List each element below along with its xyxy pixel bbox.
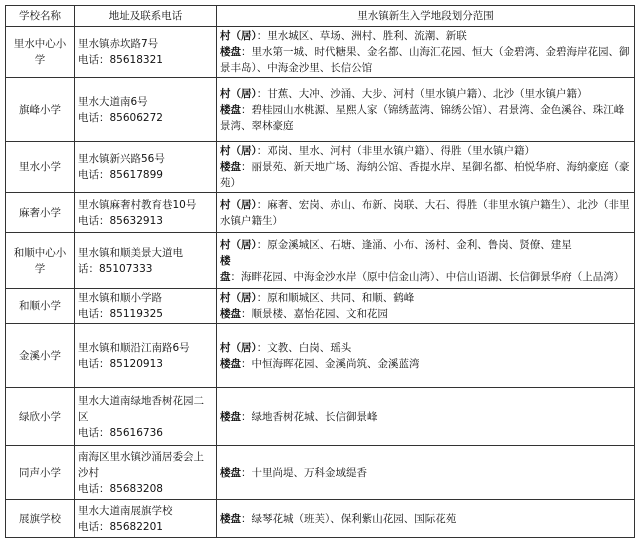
address-text: 里水镇麻奢村教育巷10号 — [78, 198, 197, 211]
school-name: 同声小学 — [19, 466, 61, 479]
address-phone-cell — [75, 142, 217, 193]
school-name: 旗峰小学 — [19, 103, 61, 116]
header-address-phone: 地址及联系电话 — [75, 6, 217, 27]
school-name-cell — [6, 233, 75, 289]
zone-range-cell — [217, 27, 635, 78]
zone-range-cell — [217, 500, 635, 538]
estate-line — [220, 306, 631, 322]
phone-number: 85617899 — [109, 169, 163, 181]
table-row — [6, 446, 635, 500]
phone-line — [78, 519, 213, 535]
village-label: 村（居） — [220, 292, 257, 304]
zone-range-cell — [217, 142, 635, 193]
phone-label: 电话： — [78, 54, 110, 66]
phone-label: 电话： — [78, 357, 110, 370]
phone-line — [78, 261, 213, 277]
school-name: 和顺小学 — [19, 300, 61, 312]
address-text: 里水镇和顺美景大道电 — [78, 246, 183, 259]
village-label: 村（居） — [220, 198, 257, 211]
zone-range-cell — [217, 388, 635, 446]
village-line — [220, 290, 631, 306]
village-label: 村（居） — [220, 30, 257, 42]
estate-label: 楼盘 — [220, 512, 241, 525]
address-text: 南海区里水镇沙涌居委会上沙村 — [78, 450, 204, 479]
estate-label: 楼盘 — [220, 161, 241, 173]
village-list: ：原和顺城区、共同、和顺、鹤峰 — [256, 292, 415, 304]
table-row — [6, 193, 635, 233]
village-line — [220, 340, 631, 356]
estate-list: ：丽景苑、新天地广场、海纳公馆、香提水岸、星御名都、柏悦华府、海纳豪庭（豪苑） — [220, 161, 630, 189]
address-phone-cell — [75, 388, 217, 446]
village-line — [220, 197, 631, 229]
school-name-cell — [6, 324, 75, 388]
estate-label: 楼盘 — [220, 466, 241, 479]
table-row — [6, 388, 635, 446]
school-name: 展旗学校 — [19, 512, 61, 525]
village-list: ：文教、白岗、瑶头 — [256, 341, 352, 354]
phone-line — [78, 213, 213, 229]
address-phone-cell — [75, 27, 217, 78]
estate-line — [220, 102, 631, 134]
phone-number: 85606272 — [109, 111, 163, 124]
estate-label: 楼盘 — [220, 254, 231, 283]
village-list: ：邓岗、里水、河村（非里水镇户籍）、得胜（里水镇户籍） — [256, 145, 535, 157]
table-row — [6, 27, 635, 78]
address-phone-cell — [75, 446, 217, 500]
village-line — [220, 237, 631, 253]
village-label: 村（居） — [220, 238, 257, 251]
school-name-cell — [6, 388, 75, 446]
village-line — [220, 86, 631, 102]
header-zone-range: 里水镇新生入学地段划分范围 — [217, 6, 635, 27]
school-name-cell — [6, 446, 75, 500]
address-text: 里水镇和顺小学路 — [78, 292, 162, 304]
table-row — [6, 324, 635, 388]
table-row — [6, 500, 635, 538]
phone-number: 85119325 — [109, 308, 163, 320]
village-label: 村（居） — [220, 341, 257, 354]
estate-list: ：十里尚堤、万科金域缇香 — [241, 466, 367, 479]
phone-line — [78, 425, 213, 441]
phone-label: 电话： — [78, 482, 110, 495]
estate-label: 楼盘 — [220, 410, 241, 423]
school-name: 和顺中心小学 — [13, 246, 67, 275]
village-line — [220, 143, 631, 159]
school-name: 麻奢小学 — [19, 206, 61, 219]
school-name-cell — [6, 289, 75, 324]
phone-label: 话： — [78, 262, 99, 275]
phone-label: 电话： — [78, 308, 110, 320]
address-text: 里水大道南6号 — [78, 95, 148, 108]
phone-number: 85107333 — [99, 262, 153, 275]
estate-list: ：绿地香树花城、长信御景峰 — [241, 410, 378, 423]
address-phone-cell — [75, 500, 217, 538]
estate-list: ：中恒海晖花园、金溪尚筑、金溪蓝湾 — [241, 357, 420, 370]
phone-number: 85682201 — [109, 520, 163, 533]
estate-list: ：绿琴花城（班芙）、保利紫山花园、国际花苑 — [241, 512, 457, 525]
phone-line — [78, 167, 213, 183]
phone-line — [78, 110, 213, 126]
estate-list: ：顺景楼、嘉怡花园、文和花园 — [241, 308, 388, 320]
estate-label: 楼盘 — [220, 103, 241, 116]
table-row — [6, 142, 635, 193]
phone-line — [78, 52, 213, 68]
village-label: 村（居） — [220, 87, 257, 100]
school-name: 里水小学 — [19, 161, 61, 173]
village-list: ：甘蕉、大冲、沙涌、大步、河村（里水镇户籍）、北沙（里水镇户籍） — [256, 87, 588, 100]
header-school-name: 学校名称 — [6, 6, 75, 27]
address-phone-cell — [75, 233, 217, 289]
zone-range-cell — [217, 324, 635, 388]
school-name-cell — [6, 78, 75, 142]
table-header-row — [6, 6, 635, 27]
phone-number: 85683208 — [109, 482, 163, 495]
address-text: 里水大道南展旗学校 — [78, 504, 173, 517]
village-line — [220, 28, 631, 44]
address-text: 里水大道南绿地香树花园二区 — [78, 394, 204, 423]
address-phone-cell — [75, 324, 217, 388]
phone-label: 电话： — [78, 111, 110, 124]
estate-label: 楼盘 — [220, 357, 241, 370]
zone-range-cell — [217, 78, 635, 142]
village-list: ：麻奢、宏岗、赤山、布新、岗联、大石、得胜（非里水镇户籍生）、北沙（非里水镇户籍生） — [220, 198, 630, 227]
village-list: ：原金溪城区、石塘、逢涌、小布、汤村、金利、鲁岗、贤僚、建星 — [256, 238, 572, 251]
school-name-cell — [6, 193, 75, 233]
phone-number: 85618321 — [109, 54, 163, 66]
estate-line — [220, 465, 631, 481]
estate-label: 楼盘 — [220, 308, 241, 320]
estate-line — [220, 356, 631, 372]
phone-line — [78, 306, 213, 322]
zone-range-cell — [217, 193, 635, 233]
phone-number: 85120913 — [109, 357, 163, 370]
school-name: 里水中心小学 — [13, 38, 67, 66]
address-phone-cell — [75, 289, 217, 324]
phone-label: 电话： — [78, 214, 110, 227]
estate-list: ：里水第一城、时代糖果、金名都、山海汇花园、恒大（金碧湾、金碧海岸花园、御景丰岛）、中海金沙里、长信公馆 — [220, 46, 630, 74]
table-body — [6, 27, 635, 538]
table-row — [6, 233, 635, 289]
school-name-cell — [6, 27, 75, 78]
school-name: 绿欣小学 — [19, 410, 61, 423]
estate-line — [220, 159, 631, 191]
table-row — [6, 289, 635, 324]
school-name-cell — [6, 500, 75, 538]
phone-line — [78, 356, 213, 372]
zone-range-cell — [217, 446, 635, 500]
zone-range-cell — [217, 233, 635, 289]
estate-line — [220, 44, 631, 76]
village-label: 村（居） — [220, 145, 257, 157]
estate-line — [220, 409, 631, 425]
estate-label: 楼盘 — [220, 46, 241, 58]
estate-list: ：海畔花园、中海金沙水岸（原中信金山湾）、中信山语湖、长信御景华府（上品湾） — [230, 270, 625, 283]
address-text: 里水镇赤坎路7号 — [78, 38, 159, 50]
zone-range-cell — [217, 289, 635, 324]
address-phone-cell — [75, 193, 217, 233]
phone-label: 电话： — [78, 426, 110, 439]
phone-label: 电话： — [78, 520, 110, 533]
school-name-cell — [6, 142, 75, 193]
phone-number: 85632913 — [109, 214, 163, 227]
address-phone-cell — [75, 78, 217, 142]
phone-number: 85616736 — [109, 426, 163, 439]
address-text: 里水镇和顺沿江南路6号 — [78, 341, 190, 354]
address-text: 里水镇新兴路56号 — [78, 153, 165, 165]
estate-line — [220, 253, 631, 285]
estate-list: ：碧桂园山水桃源、星熙人家（锦绣蓝湾、锦绣公馆）、君景湾、金色溪谷、珠江峰景湾、翠林豪庭 — [220, 103, 625, 132]
school-name: 金溪小学 — [19, 349, 61, 362]
estate-line — [220, 511, 631, 527]
phone-line — [78, 481, 213, 497]
village-list: ：里水城区、草场、洲村、胜利、流潮、新联 — [256, 30, 467, 42]
table-row — [6, 78, 635, 142]
school-zoning-table — [5, 5, 635, 538]
phone-label: 电话： — [78, 169, 110, 181]
